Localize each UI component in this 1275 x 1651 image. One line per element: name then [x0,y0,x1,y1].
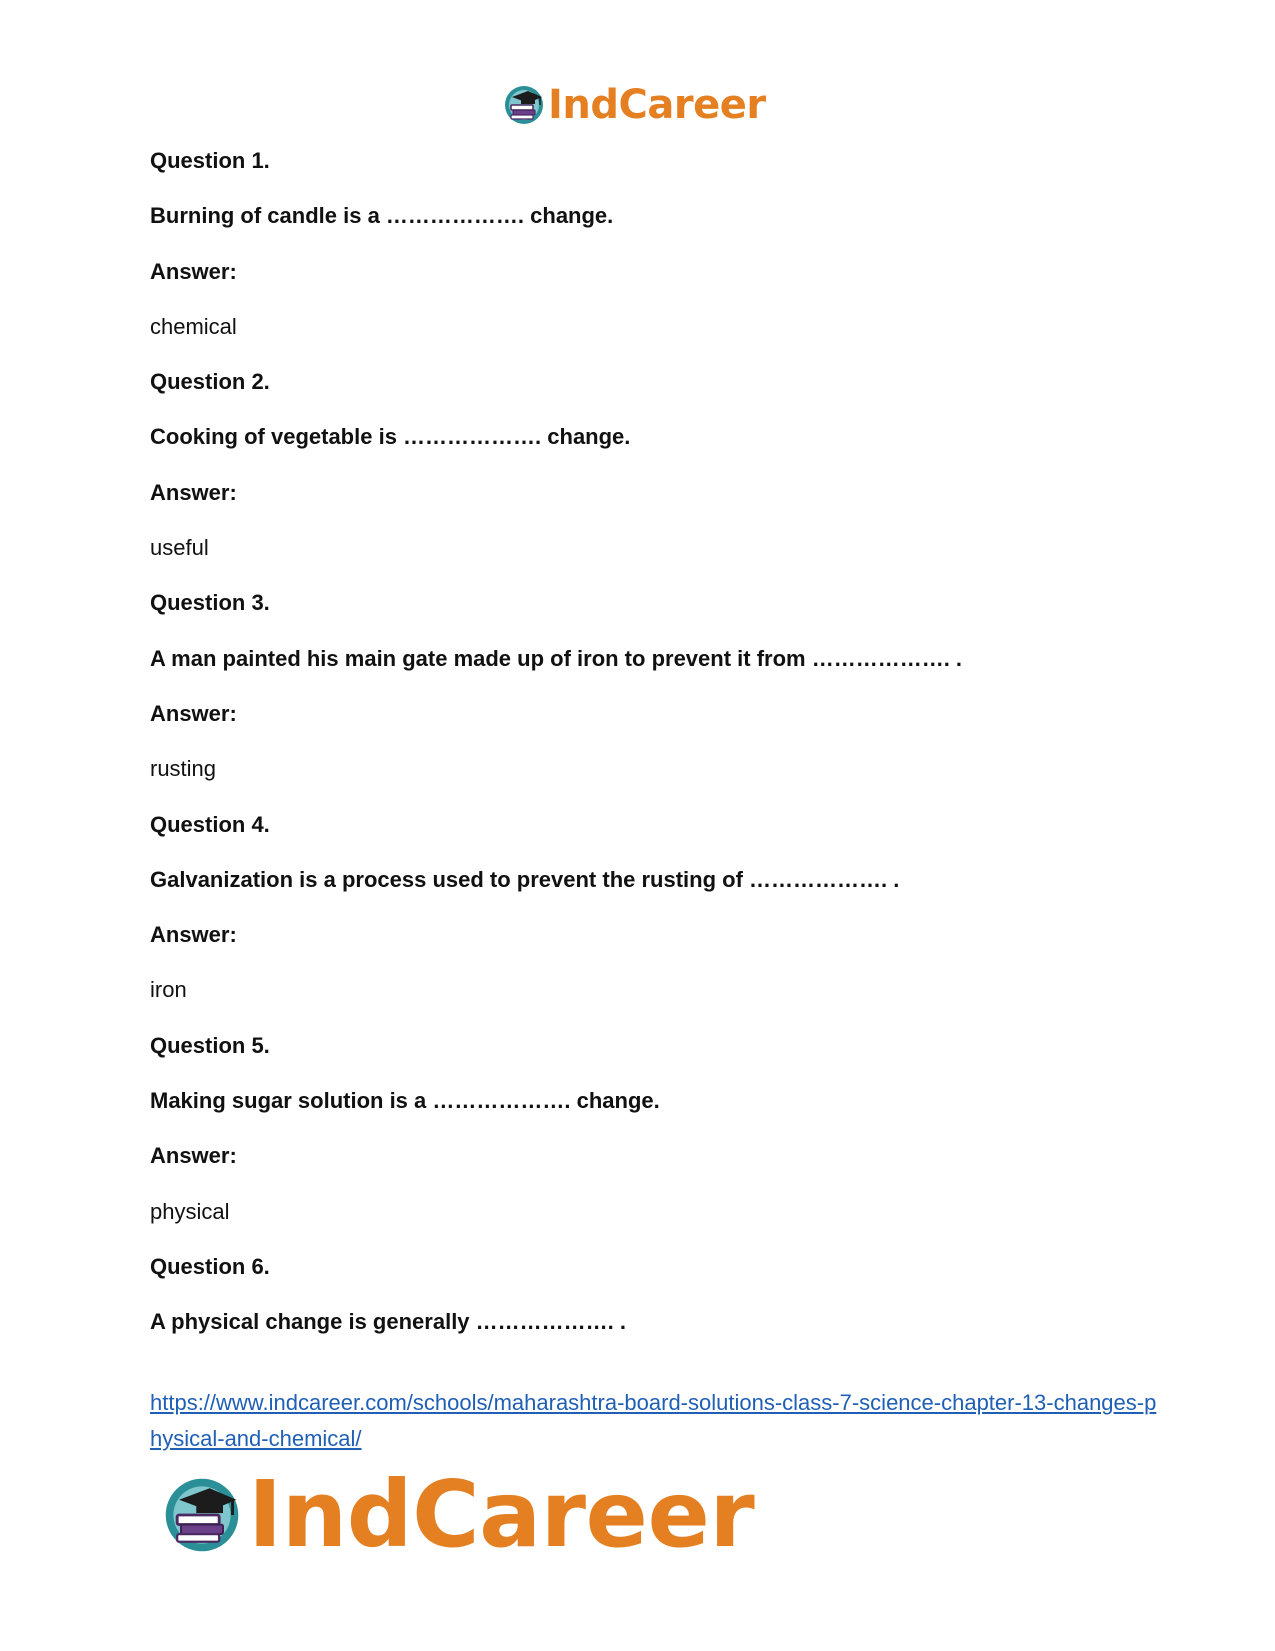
source-url-link[interactable]: https://www.indcareer.com/schools/maharashtra-board-solutions-class-7-science-chapter-13-changes-physical-and-chemical/ [150,1390,1157,1451]
question-text: A man painted his main gate made up of iron to prevent it from ………………. . [150,645,963,671]
answer-text: useful [150,535,209,561]
question-label: Question 5. [150,1032,270,1058]
answer-label: Answer: [150,479,237,505]
graduation-books-icon [160,1473,244,1557]
answer-text: iron [150,977,187,1003]
qa-item [150,807,1150,1028]
qa-item [150,1249,1150,1360]
qa-item [150,143,1150,364]
footer-logo [160,1461,755,1568]
question-text: A physical change is generally ………………. . [150,1309,626,1335]
question-label: Question 4. [150,811,270,837]
question-label: Question 2. [150,369,270,395]
qa-item [150,1028,1150,1249]
question-text: Galvanization is a process used to prevent the rusting of ………………. . [150,866,900,892]
answer-text: physical [150,1198,230,1224]
question-label: Question 3. [150,590,270,616]
brand-logo-text: IndCareer [248,1461,755,1568]
answer-label: Answer: [150,1143,237,1169]
question-text: Cooking of vegetable is ………………. change. [150,424,631,450]
qa-list [150,143,1150,1360]
question-label: Question 6. [150,1253,270,1279]
answer-label: Answer: [150,700,237,726]
graduation-books-icon [502,83,546,127]
qa-item [150,585,1150,806]
answer-text: chemical [150,313,237,339]
answer-text: rusting [150,756,217,782]
question-text: Making sugar solution is a ………………. change. [150,1088,660,1114]
question-text: Burning of candle is a ………………. change. [150,203,614,229]
header-logo [502,80,766,130]
qa-item [150,364,1150,585]
brand-logo-text: IndCareer [548,82,766,128]
question-label: Question 1. [150,148,270,173]
answer-label: Answer: [150,258,237,284]
answer-label: Answer: [150,922,237,948]
